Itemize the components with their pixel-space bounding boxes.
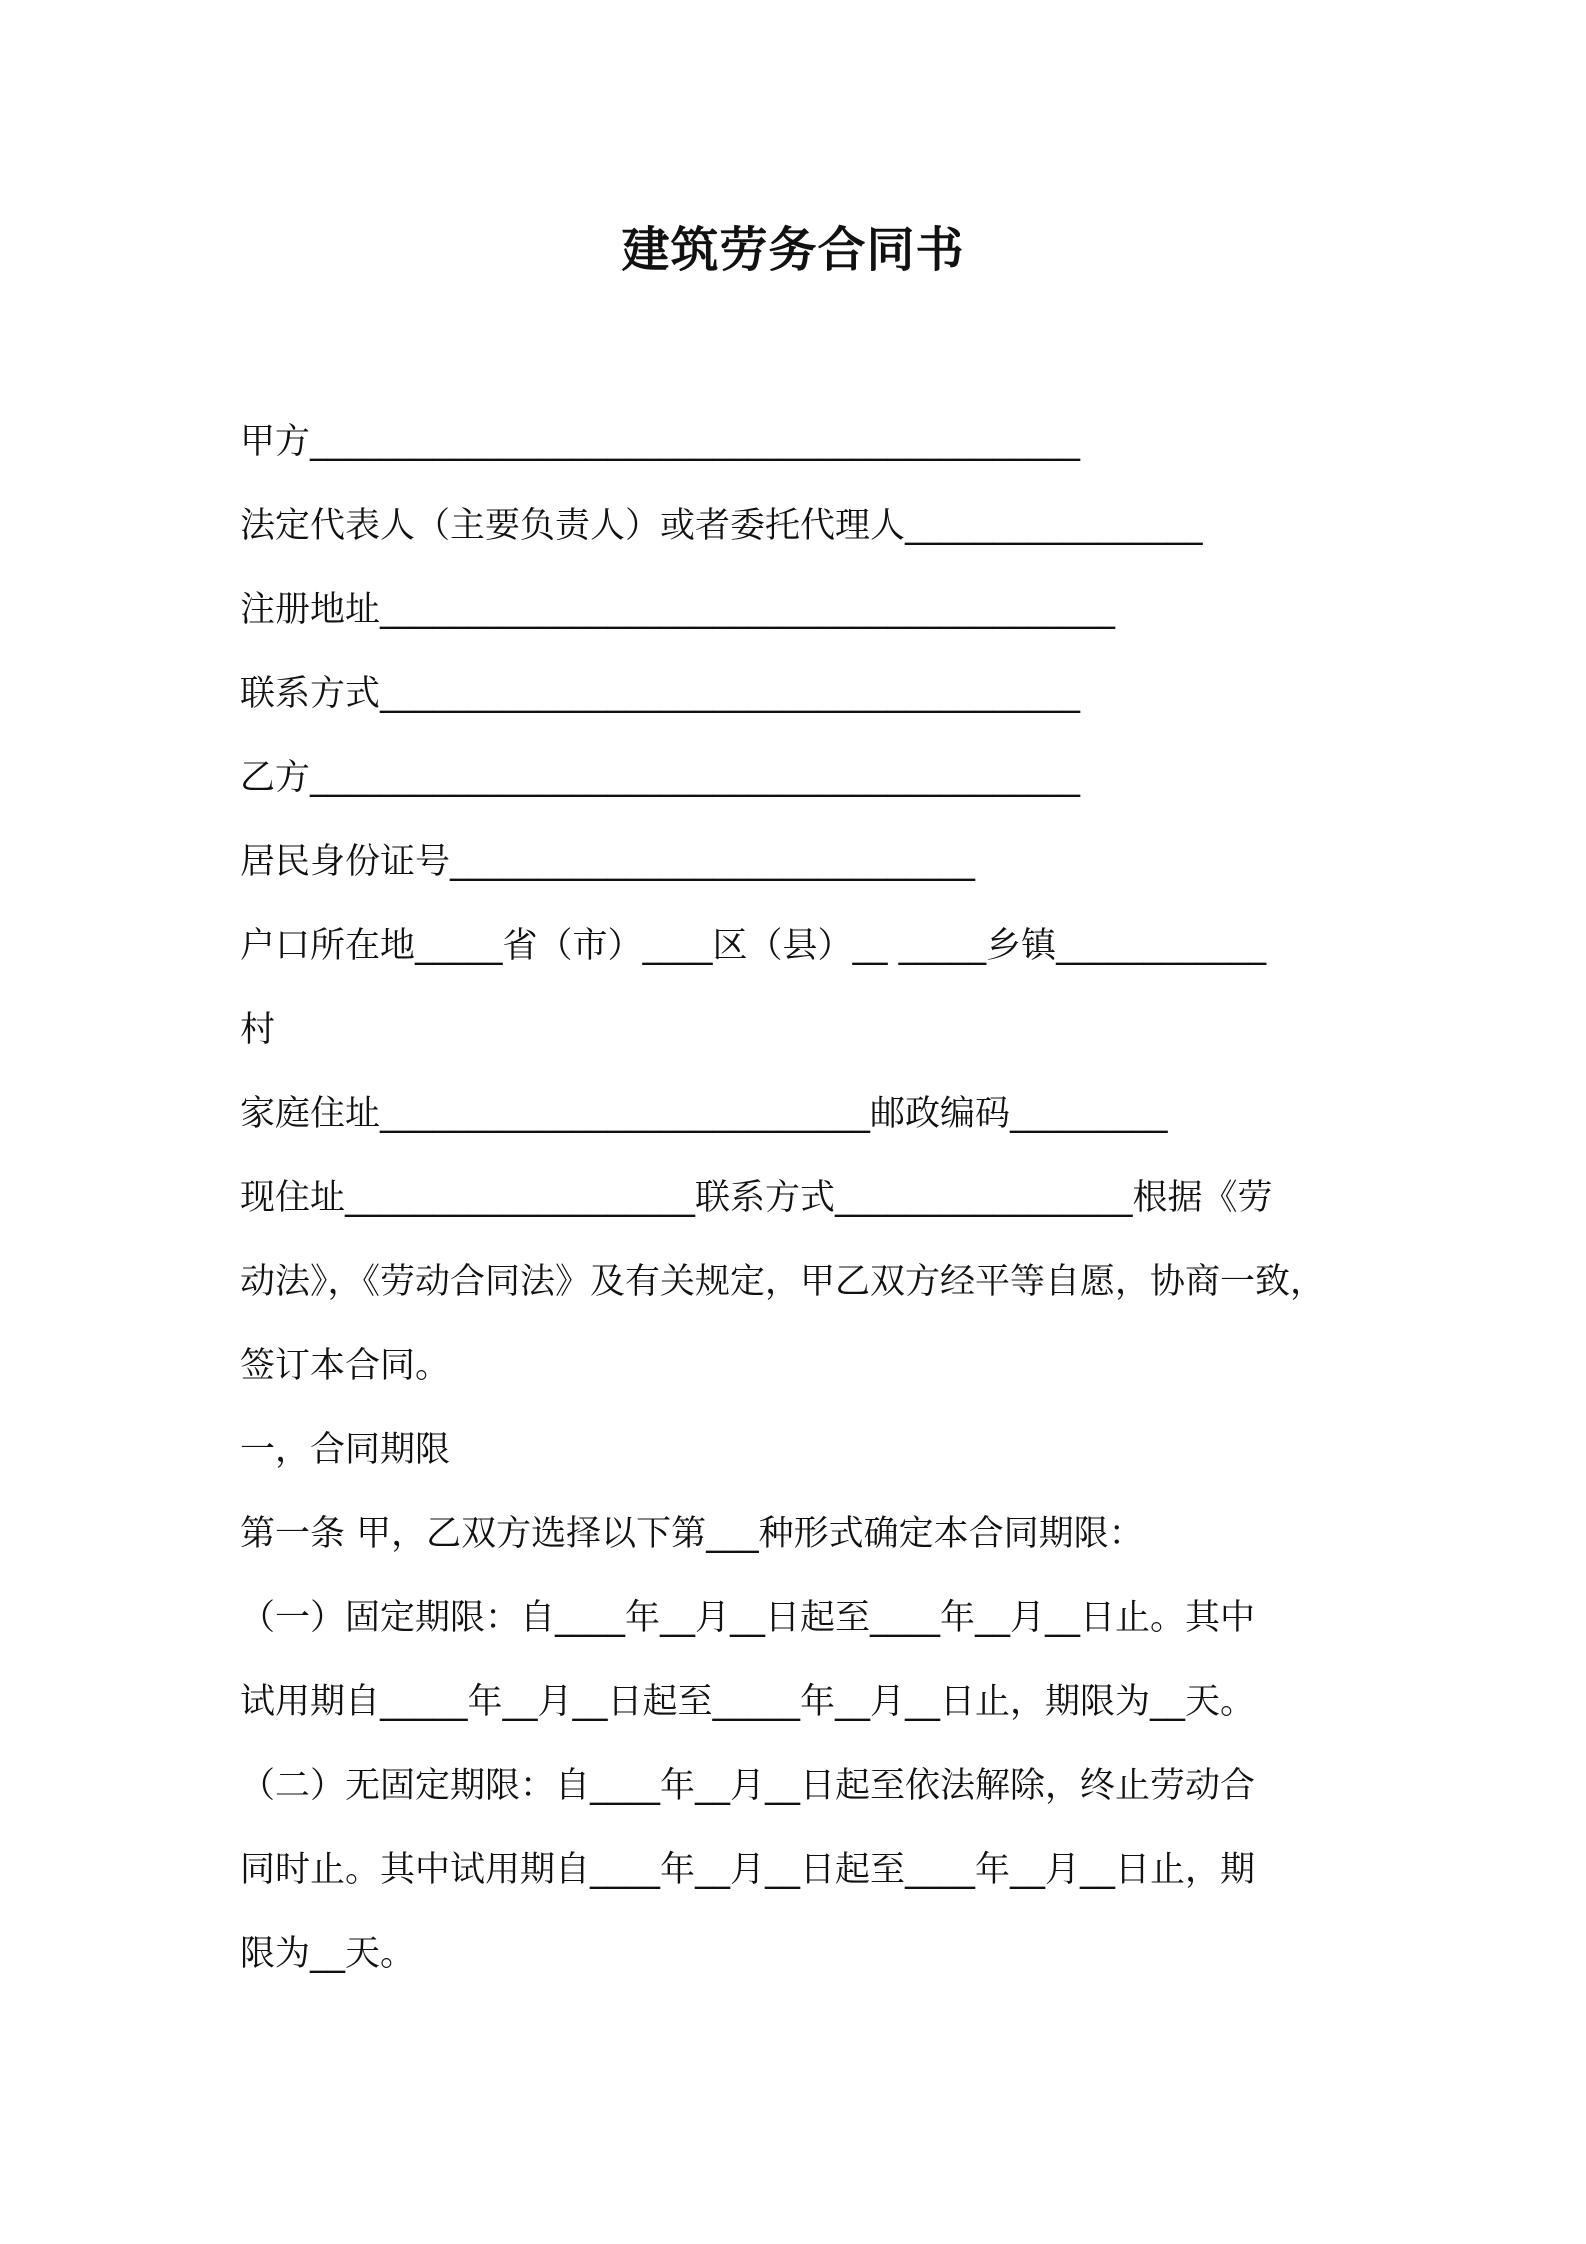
line-legal-basis: 动法》，《劳动合同法》及有关规定，甲乙双方经平等自愿，协商一致，: [240, 1262, 1326, 1302]
line-home-address: 家庭住址____________________________邮政编码_________: [240, 1094, 1168, 1134]
clause-indefinite-term: （二）无固定期限：自____年__月__日起至依法解除，终止劳动合: [240, 1766, 1256, 1806]
line-id-number: 居民身份证号______________________________: [240, 842, 976, 882]
section-heading-term: 一，合同期限: [240, 1430, 451, 1470]
document-title: 建筑劳务合同书: [621, 222, 965, 278]
line-village: 村: [240, 1010, 276, 1050]
line-registered-address: 注册地址__________________________________________: [240, 590, 1116, 630]
clause-indefinite-term-days: 限为__天。: [240, 1934, 416, 1974]
line-party-a: 甲方____________________________________________: [240, 422, 1081, 462]
line-contact-a: 联系方式________________________________________: [240, 674, 1081, 714]
document-body: [240, 400, 1360, 1996]
line-legal-representative: 法定代表人（主要负责人）或者委托代理人_________________: [240, 506, 1203, 546]
line-party-b: 乙方____________________________________________: [240, 758, 1081, 798]
line-sign-contract: 签订本合同。: [240, 1346, 451, 1386]
article-one: 第一条 甲，乙双方选择以下第___种形式确定本合同期限：: [240, 1514, 1144, 1554]
line-current-address: 现住址____________________联系方式_________________根据《劳: [240, 1178, 1273, 1218]
clause-fixed-term: （一）固定期限：自____年__月__日起至____年__月__日止。其中: [240, 1598, 1256, 1638]
clause-fixed-term-probation: 试用期自_____年__月__日起至_____年__月__日止，期限为__天。: [240, 1682, 1256, 1722]
line-household-registration: 户口所在地_____省（市）____区（县）__ _____乡镇____________: [240, 926, 1267, 966]
clause-indefinite-term-probation: 同时止。其中试用期自____年__月__日起至____年__月__日止，期: [240, 1850, 1256, 1890]
